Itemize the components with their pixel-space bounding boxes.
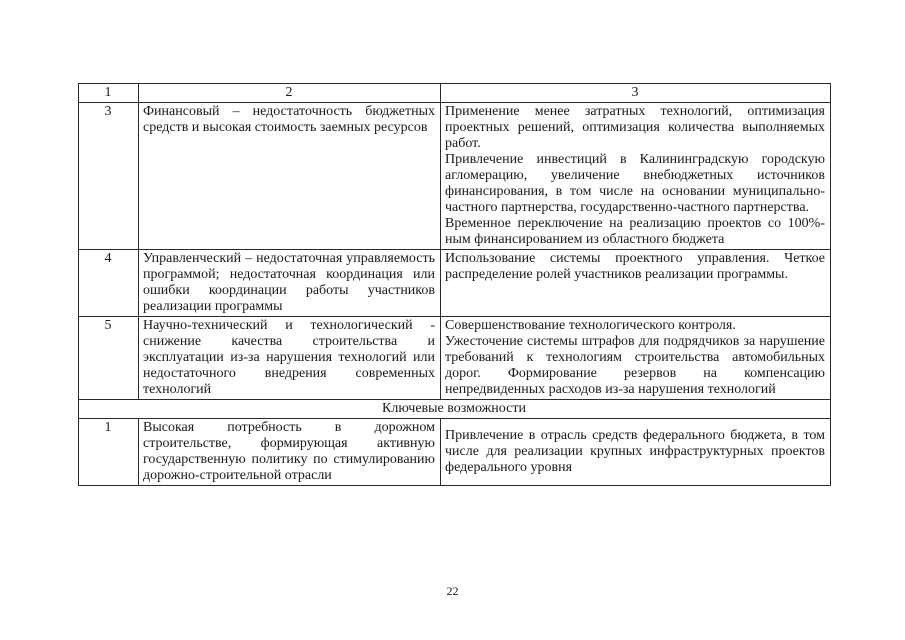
- measure-paragraph: Ужесточение системы штрафов для подрядчиков за нарушение требований к технологиям строительства автомобильных дорог. Формирование резервов на компенсацию непредвиденных расходов из-за нарушения технологий: [445, 334, 825, 397]
- risk-measures: [441, 103, 831, 250]
- opportunity-measure: Привлечение в отрасль средств федерального бюджета, в том числе для реализации крупных инфраструктурных проектов федерального уровня: [441, 419, 831, 486]
- risk-measures: [441, 250, 831, 317]
- row-number: 4: [79, 250, 139, 317]
- risk-description: Финансовый – недостаточность бюджетных средств и высокая стоимость заемных ресурсов: [139, 103, 441, 250]
- section-title: Ключевые возможности: [79, 400, 831, 419]
- header-cell-2: 2: [139, 84, 441, 103]
- header-cell-1: 1: [79, 84, 139, 103]
- measure-paragraph: Использование системы проектного управления. Четкое распределение ролей участников реализации программы.: [445, 251, 825, 282]
- row-number: 3: [79, 103, 139, 250]
- table-row: [79, 103, 831, 250]
- row-number: 5: [79, 317, 139, 400]
- header-cell-3: 3: [441, 84, 831, 103]
- risk-description: Управленческий – недостаточная управляемость программой; недостаточная координация или ошибки координации работы участников реализации программы: [139, 250, 441, 317]
- page-number: 22: [446, 584, 459, 598]
- measure-paragraph: Временное переключение на реализацию проектов со 100%-ным финансированием из областного бюджета: [445, 216, 825, 247]
- table-header-row: [79, 84, 831, 103]
- table-row: [79, 317, 831, 400]
- section-header-row: [79, 400, 831, 419]
- row-number: 1: [79, 419, 139, 486]
- table-row: [79, 250, 831, 317]
- measure-paragraph: Привлечение инвестиций в Калининградскую городскую агломерацию, увеличение внебюджетных источников финансирования, в том числе на основании муниципально-частного партнерства, государственно-частного партнерства.: [445, 152, 825, 215]
- measure-paragraph: Совершенствование технологического контроля.: [445, 318, 736, 333]
- measure-paragraph: Применение менее затратных технологий, оптимизация проектных решений, оптимизация количества выполняемых работ.: [445, 104, 825, 151]
- opportunity-description: Высокая потребность в дорожном строительстве, формирующая активную государственную политику по стимулированию дорожно-строительной отрасли: [139, 419, 441, 486]
- risk-description: Научно-технический и технологический - снижение качества строительства и эксплуатации из-за нарушения технологий или недостаточного внедрения современных технологий: [139, 317, 441, 400]
- table-row: [79, 419, 831, 486]
- risk-measures: [441, 317, 831, 400]
- risk-table: [78, 83, 831, 486]
